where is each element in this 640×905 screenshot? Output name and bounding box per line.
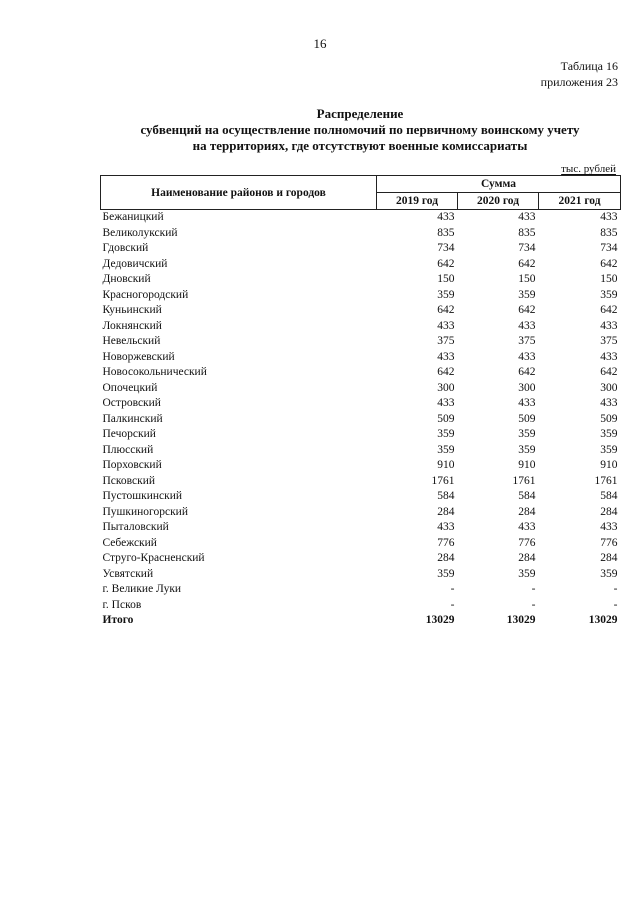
value-2020: 300 — [518, 381, 536, 394]
value-2021: 584 — [600, 490, 618, 502]
value-2021: - — [613, 598, 618, 611]
district-name: Плюсский — [102, 443, 154, 456]
title-line-3: на территориях, где отсутствуют военные комиссариаты — [192, 138, 528, 153]
value-2019: 284 — [437, 505, 455, 518]
document-title — [0, 106, 640, 154]
table-row — [101, 350, 621, 366]
value-2019: 584 — [437, 490, 455, 502]
district-name: Пушкиногорский — [102, 505, 188, 518]
value-2021: 433 — [600, 319, 618, 332]
value-2021: 734 — [600, 242, 618, 254]
table-row — [101, 381, 621, 397]
table-body — [101, 210, 621, 629]
district-name: Струго-Красненский — [102, 552, 205, 564]
district-name: Красногородский — [102, 288, 189, 301]
district-name: Гдовский — [102, 242, 149, 254]
district-name: г. Великие Луки — [102, 583, 182, 595]
district-name: Островский — [102, 397, 161, 409]
value-2020: 284 — [518, 505, 536, 518]
value-2019: 284 — [437, 552, 455, 564]
value-2020: 835 — [518, 226, 536, 239]
table-row — [101, 551, 621, 567]
district-name: Бежаницкий — [102, 211, 164, 223]
value-2021: 359 — [600, 567, 618, 580]
value-2020: 433 — [518, 521, 536, 533]
value-2021: 359 — [600, 443, 618, 456]
total-value-2020: 13029 — [506, 614, 536, 626]
table-row — [101, 474, 621, 490]
appendix-annex-label: приложения 23 — [540, 75, 618, 89]
value-2021: 433 — [600, 350, 618, 363]
district-name: Палкинский — [102, 412, 163, 425]
value-2021: 642 — [600, 366, 618, 378]
district-name: Новосокольнический — [102, 366, 207, 378]
table-row — [101, 272, 621, 288]
value-2019: 509 — [437, 412, 455, 425]
value-2021: 509 — [600, 412, 618, 425]
value-2021: 1761 — [594, 474, 618, 487]
header-year-2020: 2020 год — [458, 193, 539, 210]
value-2020: 359 — [518, 288, 536, 301]
district-name: Великолукский — [102, 226, 178, 239]
value-2019: 433 — [437, 521, 455, 533]
value-2020: 910 — [518, 459, 536, 471]
title-line-2: субвенций на осуществление полномочий по первичному воинскому учету — [140, 122, 580, 137]
table-row — [101, 536, 621, 552]
district-name: Дновский — [102, 273, 151, 285]
table-row — [101, 582, 621, 598]
table-row — [101, 396, 621, 412]
value-2019: 776 — [437, 536, 455, 549]
value-2021: 300 — [600, 381, 618, 394]
district-name: Порховский — [102, 459, 162, 471]
table-row — [101, 210, 621, 226]
table-row — [101, 505, 621, 521]
value-2019: 150 — [437, 273, 455, 285]
value-2021: 433 — [600, 521, 618, 533]
table-row — [101, 567, 621, 583]
value-2019: 433 — [437, 319, 455, 332]
table-total-row — [101, 613, 621, 629]
district-name: Опочецкий — [102, 381, 158, 394]
value-2020: 150 — [518, 273, 536, 285]
value-2021: 910 — [600, 459, 618, 471]
value-2021: 835 — [600, 226, 618, 239]
value-2019: 734 — [437, 242, 455, 254]
value-2019: 359 — [437, 288, 455, 301]
value-2020: 359 — [518, 443, 536, 456]
value-2019: 1761 — [431, 474, 455, 487]
value-2021: 642 — [600, 257, 618, 270]
table-row — [101, 288, 621, 304]
value-2020: 1761 — [512, 474, 536, 487]
units-label: тыс. рублей — [561, 163, 616, 175]
value-2021: 359 — [600, 288, 618, 301]
header-year-2019: 2019 год — [377, 193, 458, 210]
value-2020: 433 — [518, 397, 536, 409]
value-2019: 642 — [437, 257, 455, 270]
value-2020: 509 — [518, 412, 536, 425]
value-2020: 776 — [518, 536, 536, 549]
value-2019: 835 — [437, 226, 455, 239]
value-2020: 433 — [518, 319, 536, 332]
header-year-2021: 2021 год — [539, 193, 621, 210]
value-2019: - — [450, 583, 455, 595]
value-2019: - — [450, 598, 455, 611]
value-2019: 642 — [437, 304, 455, 316]
value-2020: 642 — [518, 304, 536, 316]
district-name: Куньинский — [102, 304, 162, 316]
value-2021: 642 — [600, 304, 618, 316]
value-2021: 776 — [600, 536, 618, 549]
value-2021: - — [613, 583, 618, 595]
header-district-name: Наименование районов и городов — [101, 176, 377, 210]
table-row — [101, 334, 621, 350]
value-2021: 359 — [600, 428, 618, 440]
value-2019: 375 — [437, 335, 455, 347]
value-2019: 910 — [437, 459, 455, 471]
value-2019: 300 — [437, 381, 455, 394]
table-row — [101, 443, 621, 459]
value-2020: 642 — [518, 257, 536, 270]
value-2020: 433 — [518, 350, 536, 363]
value-2020: 359 — [518, 428, 536, 440]
table-row — [101, 458, 621, 474]
value-2021: 433 — [600, 397, 618, 409]
table-row — [101, 520, 621, 536]
header-sum: Сумма — [377, 176, 621, 193]
value-2021: 150 — [600, 273, 618, 285]
district-name: Печорский — [102, 428, 156, 440]
value-2019: 642 — [437, 366, 455, 378]
value-2020: - — [531, 598, 536, 611]
title-line-1: Распределение — [316, 106, 404, 121]
district-name: Усвятский — [102, 567, 154, 580]
value-2021: 284 — [600, 505, 618, 518]
total-value-2021: 13029 — [588, 614, 618, 626]
table-row — [101, 303, 621, 319]
value-2021: 375 — [600, 335, 618, 347]
value-2020: 433 — [518, 211, 536, 223]
district-name: Дедовичский — [102, 257, 168, 270]
appendix-reference — [541, 58, 618, 90]
value-2020: 642 — [518, 366, 536, 378]
table-row — [101, 226, 621, 242]
value-2020: - — [531, 583, 536, 595]
value-2020: 584 — [518, 490, 536, 502]
total-label: Итого — [102, 614, 134, 626]
table-row — [101, 489, 621, 505]
value-2020: 375 — [518, 335, 536, 347]
value-2020: 359 — [518, 567, 536, 580]
value-2019: 359 — [437, 428, 455, 440]
district-name: Новоржевский — [102, 350, 175, 363]
value-2021: 433 — [600, 211, 618, 223]
district-name: Пыталовский — [102, 521, 169, 533]
district-name: Локнянский — [102, 319, 162, 332]
table-row — [101, 598, 621, 614]
district-name: Себежский — [102, 536, 157, 549]
value-2019: 433 — [437, 211, 455, 223]
value-2021: 284 — [600, 552, 618, 564]
table-row — [101, 412, 621, 428]
subvention-table — [100, 175, 621, 629]
district-name: Пустошкинский — [102, 490, 183, 502]
value-2020: 284 — [518, 552, 536, 564]
value-2019: 359 — [437, 443, 455, 456]
table-row — [101, 365, 621, 381]
appendix-table-label: Таблица 16 — [560, 59, 618, 73]
table-row — [101, 319, 621, 335]
value-2019: 359 — [437, 567, 455, 580]
table-row — [101, 241, 621, 257]
value-2019: 433 — [437, 397, 455, 409]
district-name: Псковский — [102, 474, 156, 487]
total-value-2019: 13029 — [425, 614, 455, 626]
district-name: Невельский — [102, 335, 161, 347]
table-row — [101, 427, 621, 443]
value-2019: 433 — [437, 350, 455, 363]
table-row — [101, 257, 621, 273]
page-number: 16 — [313, 36, 327, 51]
district-name: г. Псков — [102, 598, 142, 611]
value-2020: 734 — [518, 242, 536, 254]
